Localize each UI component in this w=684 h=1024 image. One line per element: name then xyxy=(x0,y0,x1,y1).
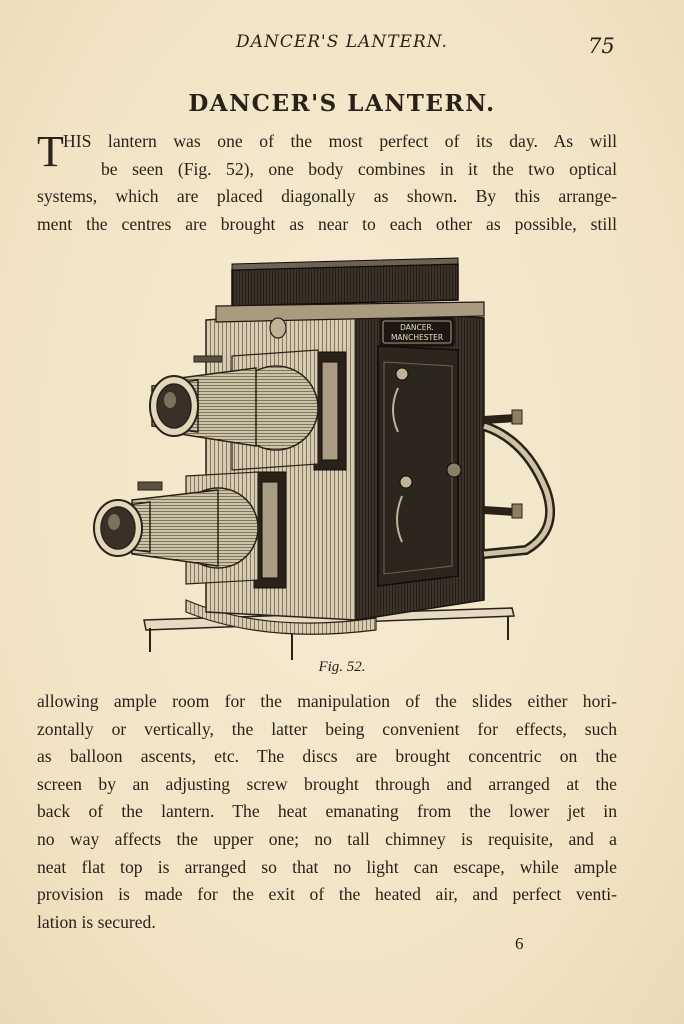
text-line: as balloon ascents, etc. The discs are brought concentric on the xyxy=(37,746,617,767)
text-line: ment the centres are brought as near to each other as possible, still xyxy=(37,213,617,234)
text-line: allowing ample room for the manipulation of the slides either hori- xyxy=(37,691,617,711)
text-line: provision is made for the exit of the heated air, and perfect venti- xyxy=(37,884,617,905)
text-line: be seen (Fig. 52), one body combines in it the two optical xyxy=(101,158,617,179)
text-line: back of the lantern. The heat emanating from the lower jet in xyxy=(37,801,617,822)
page-number: 75 xyxy=(588,34,615,58)
text-line: no way affects the upper one; no tall chimney is requisite, and a xyxy=(37,828,617,849)
text-line: neat flat top is arranged so that no light can escape, while ample xyxy=(37,856,617,877)
running-head: DANCER'S LANTERN. xyxy=(236,32,448,52)
text-line: lation is secured. xyxy=(37,911,156,932)
drop-cap: T xyxy=(37,127,64,176)
signature-mark: 6 xyxy=(515,934,524,953)
text-line: HIS lantern was one of the most perfect of its day. As will xyxy=(63,131,617,151)
plate-text-top: DANCER. xyxy=(400,323,434,332)
page-title: DANCER'S LANTERN. xyxy=(188,90,496,117)
text-line: zontally or vertically, the latter being convenient for effects, such xyxy=(37,718,617,739)
plate-text-bottom: MANCHESTER xyxy=(390,333,444,342)
text-line: screen by an adjusting screw brought through and arranged at the xyxy=(37,773,617,794)
figure-caption: Fig. 52. xyxy=(318,659,366,675)
paragraph-continued xyxy=(37,688,617,936)
paragraph-intro xyxy=(37,128,617,238)
lantern-engraving xyxy=(86,250,566,660)
text-line: systems, which are placed diagonally as shown. By this arrange- xyxy=(37,186,617,207)
